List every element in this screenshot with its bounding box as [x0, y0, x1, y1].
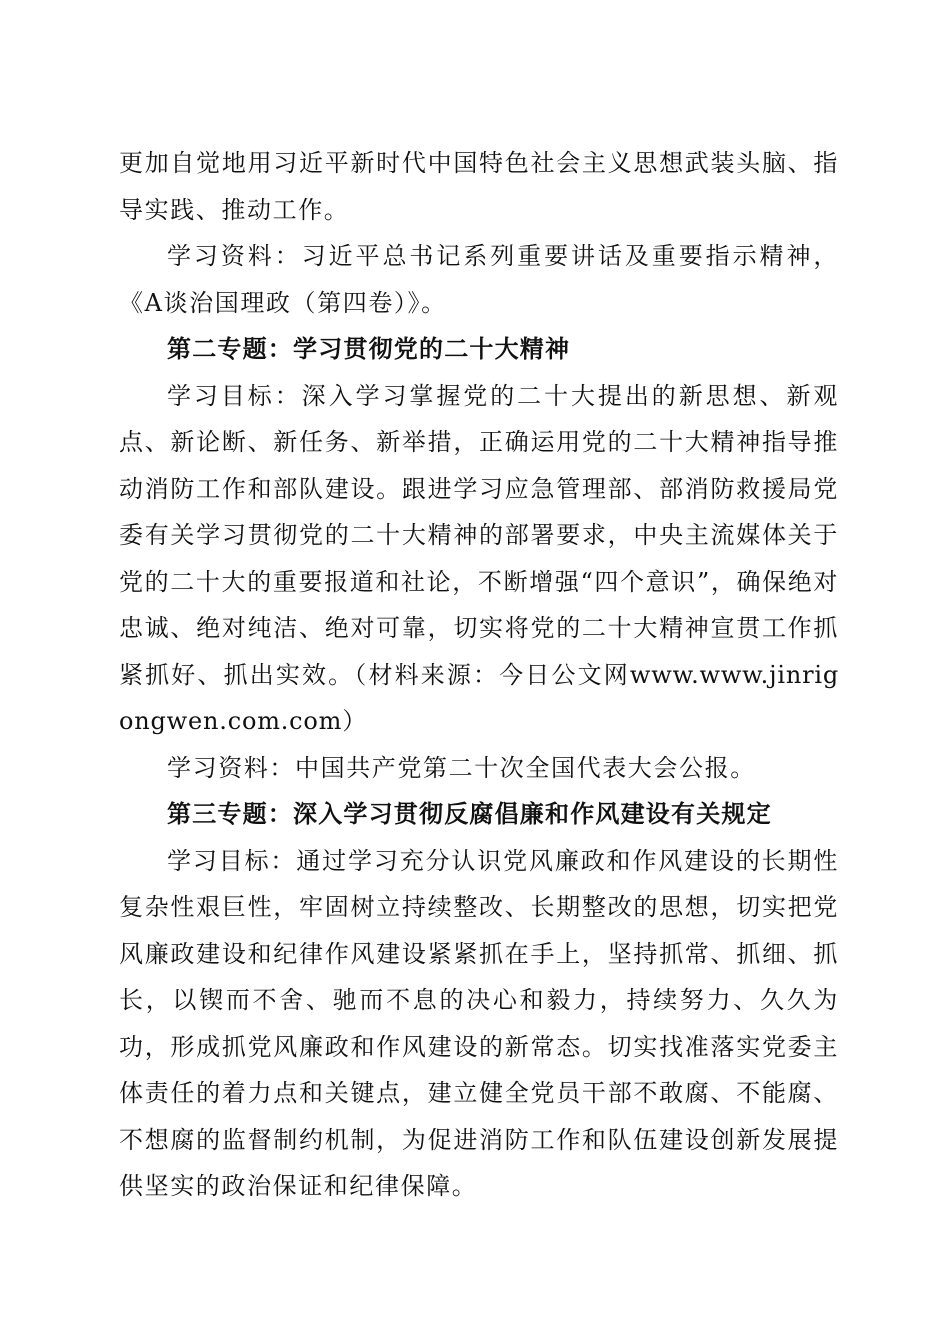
- paragraph-study-goal-2: [119, 373, 839, 745]
- paragraph-study-materials-1: 学习资料：习近平总书记系列重要讲话及重要指示精神，《A谈治国理政（第四卷）》。: [119, 242, 839, 317]
- study-goal-2-text: 学习目标：深入学习掌握党的二十大提出的新思想、新观点、新论断、新任务、新举措，正确运用党的二十大精神指导推动消防工作和部队建设。跟进学习应急管理部、部消防救援局党委有关学习贯彻党的二十大精神的部署要求，中央主流媒体关于党的二十大的重要报道和社论，不断增强“四个意识”，确保绝对忠诚、绝对纯洁、绝对可靠，切实将党的二十大精神宣贯工作抓紧抓好、抓出实效。（材料来源：今日公文网: [119, 381, 839, 689]
- document-body: [119, 140, 839, 1210]
- paragraph-study-goal-3: 学习目标：通过学习充分认识党风廉政和作风建设的长期性复杂性艰巨性，牢固树立持续整改、长期整改的思想，切实把党风廉政建设和纪律作风建设紧紧抓在手上，坚持抓常、抓细、抓长，以锲而不舍、驰而不息的决心和毅力，持续努力、久久为功，形成抓党风廉政和作风建设的新常态。切实找准落实党委主体责任的着力点和关键点，建立健全党员干部不敢腐、不能腐、不想腐的监督制约机制，为促进消防工作和队伍建设创新发展提供坚实的政治保证和纪律保障。: [119, 846, 839, 1200]
- paragraph-continuation: 更加自觉地用习近平新时代中国特色社会主义思想武装头脑、指导实践、推动工作。: [119, 149, 839, 224]
- paragraph-study-materials-2: 学习资料：中国共产党第二十次全国代表大会公报。: [167, 753, 756, 782]
- heading-topic-3: 第三专题：深入学习贯彻反腐倡廉和作风建设有关规定: [167, 799, 772, 828]
- source-url: www.www.jinrigongwen.com.com）: [119, 660, 839, 735]
- heading-topic-2: 第二专题：学习贯彻党的二十大精神: [167, 334, 571, 363]
